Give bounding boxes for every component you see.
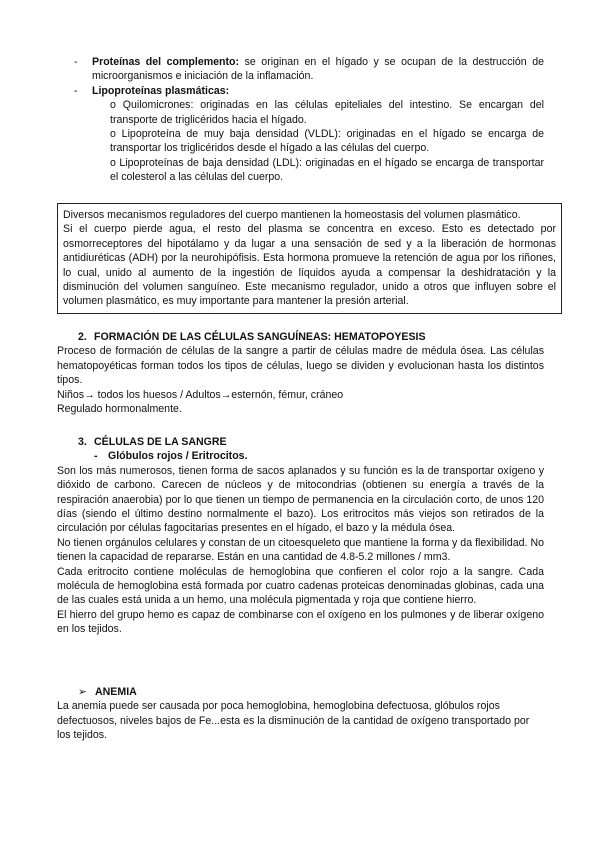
- homeostasis-box: [57, 203, 562, 314]
- anemia-title: ANEMIA: [95, 686, 137, 698]
- section-title: FORMACIÓN DE LAS CÉLULAS SANGUÍNEAS: HEMATOPOYESIS: [94, 331, 426, 343]
- lipoprotein-ldl: o Lipoproteínas de baja densidad (LDL): originadas en el hígado se encarga de transportar el colesterol a las células del cuerpo.: [110, 156, 544, 184]
- paragraph: No tienen orgánulos celulares y constan de un citoesqueleto que mantiene la forma y da flexibilidad. No tienen la capacidad de repararse. Están en una cantidad de 4.8-5.2 millones / mm3.: [57, 536, 544, 564]
- subheading-dash: -: [94, 450, 98, 463]
- paragraph: Proceso de formación de células de la sangre a partir de células madre de médula ósea. Las células hematopoyéticas forman todos los tipos de células, luego se dividen y evolucionan hasta los distintos tipos.: [57, 345, 544, 387]
- protein-bullet-list: [74, 55, 544, 185]
- paragraph: El hierro del grupo hemo es capaz de combinarse con el oxígeno en los pulmones y de liberar oxígeno en los tejidos.: [57, 608, 544, 636]
- anemia-heading: [57, 685, 544, 699]
- section-number: 2.: [78, 331, 87, 343]
- subheading-text: Glóbulos rojos / Eritrocitos.: [108, 450, 248, 463]
- section-number: 3.: [78, 436, 87, 448]
- section-heading: [57, 435, 544, 449]
- box-body: Si el cuerpo pierde agua, el resto del plasma se concentra en exceso. Esto es detectado por osmorreceptores del hipotálamo y da lugar a una sensación de sed y a la liberación de hormonas antidiuréticas (ADH) por la neurohipófisis. Esta hormona promueve la retención de agua por los riñones, lo cual, unido al aumento de la ingestión de líquidos ayuda a compensar la deshidratación y la disminución del volumen sanguíneo. Este mecanismo regulador, unido a otros que influyen sobre el volumen plasmático, es muy importante para mantener la presión arterial.: [63, 223, 556, 308]
- lipoprotein-chylomicrons: o Quilomicrones: originadas en las células epiteliales del intestino. Se encargan del transporte de triglicéridos hacia el hígado.: [110, 99, 544, 126]
- bullet-dash: -: [74, 56, 78, 68]
- bullet-complement-proteins: [74, 55, 544, 84]
- bullet-title: Proteínas del complemento:: [92, 56, 240, 68]
- paragraph: La anemia puede ser causada por poca hemoglobina, hemoglobina defectuosa, glóbulos rojos defectuosos, niveles bajos de Fe...esta es la disminución de la cantidad de oxígeno transportado por los tejidos.: [57, 700, 530, 742]
- section-anemia: [57, 685, 544, 743]
- subheading-red-cells: [57, 449, 544, 463]
- bullet-text: se originan en el hígado y se ocupan de la destrucción de microorganismos e iniciación de la inflamación.: [92, 56, 544, 83]
- arrow-bullet-icon: ➢: [78, 686, 87, 698]
- section-blood-cells: [57, 435, 544, 637]
- paragraph: Cada eritrocito contiene moléculas de hemoglobina que confieren el color rojo a la sangre. Cada molécula de hemoglobina está formada por cuatro cadenas proteicas denominadas globinas, cada una de las cuales está unida a un hemo, una molécula pigmentada y roja que contiene hierro.: [57, 565, 544, 607]
- bullet-plasma-lipoproteins: [74, 84, 544, 185]
- section-hematopoiesis: [57, 330, 544, 416]
- section-heading: [57, 330, 544, 344]
- paragraph: Son los más numerosos, tienen forma de sacos aplanados y su función es la de transportar oxígeno y dióxido de carbono. Carecen de núcleos y de mitocondrias (obtienen su energía a través de la respiración anaerobia) por lo que tienen un tiempo de permanencia en la circulación corto, de unos 120 días (siendo el último destino normalmente el bazo). Los eritrocitos más viejos son retirados de la circulación por células fagocitarias presentes en el hígado, el bazo y la médula ósea.: [57, 464, 544, 535]
- section-title: CÉLULAS DE LA SANGRE: [94, 436, 227, 448]
- bullet-title: Lipoproteínas plasmáticas:: [92, 84, 230, 97]
- bullet-dash: -: [74, 84, 78, 97]
- paragraph: Regulado hormonalmente.: [57, 403, 182, 416]
- box-intro: Diversos mecanismos reguladores del cuerpo mantienen la homeostasis del volumen plasmático.: [63, 209, 521, 221]
- paragraph: Niños→ todos los huesos / Adultos→esternón, fémur, cráneo: [57, 388, 344, 401]
- lipoprotein-vldl: o Lipoproteína de muy baja densidad (VLDL): originadas en el hígado se encarga de transportar los triglicéridos desde el hígado a las células del cuerpo.: [110, 128, 544, 155]
